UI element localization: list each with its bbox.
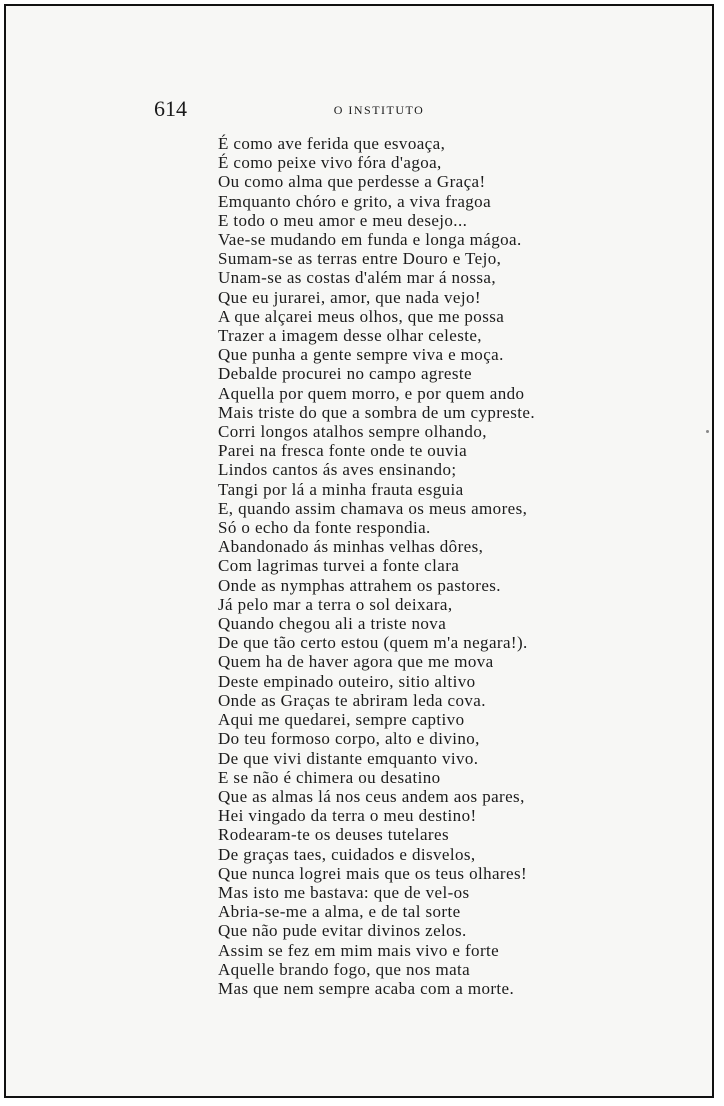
poem-line: Do teu formoso corpo, alto e divino, [218,729,480,749]
poem-line: Lindos cantos ás aves ensinando; [218,460,457,480]
poem-line: Que nunca logrei mais que os teus olhares! [218,863,528,883]
poem-line: Corri longos atalhos sempre olhando, [218,422,487,442]
poem-line: Que as almas lá nos ceus andem aos pares, [218,786,525,806]
poem-line: Unam-se as costas d'além mar á nossa, [218,268,496,288]
poem-line: Vae-se mudando em funda e longa mágoa. [218,230,522,250]
poem-line: Deste empinado outeiro, sitio altivo [218,671,476,691]
poem-line: Tangi por lá a minha frauta esguia [218,479,464,499]
poem-line: Rodearam-te os deuses tutelares [218,825,449,845]
poem-line: Já pelo mar a terra o sol deixara, [218,594,453,614]
poem-line: Onde as Graças te abriram leda cova. [218,690,486,710]
poem-line: É como peixe vivo fóra d'agoa, [218,153,442,173]
poem-line: Mais triste do que a sombra de um cypreste. [218,402,535,422]
poem-line: Quem ha de haver agora que me mova [218,652,494,672]
poem-line: Que punha a gente sempre viva e moça. [218,345,504,365]
running-head: O INSTITUTO [333,103,425,117]
poem-line: Hei vingado da terra o meu destino! [218,806,477,826]
poem-line: Com lagrimas turvei a fonte clara [218,556,460,576]
poem-line: Que não pude evitar divinos zelos. [218,921,467,941]
poem-line: E todo o meu amor e meu desejo... [218,210,468,230]
poem-line: Debalde procurei no campo agreste [218,364,472,384]
poem-line: Parei na fresca fonte onde te ouvia [218,441,468,461]
poem-line: Abria-se-me a alma, e de tal sorte [218,902,461,922]
poem-line: Trazer a imagem desse olhar celeste, [218,326,482,346]
poem-line: E se não é chimera ou desatino [218,767,441,787]
poem-line: De que tão certo estou (quem m'a negara!). [218,633,528,653]
poem-line: Aqui me quedarei, sempre captivo [218,710,465,730]
poem-line: Só o echo da fonte respondia. [218,518,431,538]
poem-line: Que eu jurarei, amor, que nada vejo! [218,287,481,307]
poem-line: De que vivi distante emquanto vivo. [218,748,479,768]
poem-line: Quando chegou ali a triste nova [218,614,447,634]
poem-line: Aquelle brando fogo, que nos mata [218,959,471,979]
poem-line: Mas que nem sempre acaba com a morte. [218,978,515,998]
poem-line: Mas isto me bastava: que de vel-os [218,882,470,902]
poem-line: A que alçarei meus olhos, que me possa [218,306,505,326]
poem-line: Emquanto chóro e grito, a viva fragoa [218,191,492,211]
poem-line: Aquella por quem morro, e por quem ando [218,383,525,403]
paper-speck [706,430,709,433]
poem-line: Sumam-se as terras entre Douro e Tejo, [218,249,502,269]
book-page [4,4,714,1098]
poem-text [218,134,535,998]
poem-line: É como ave ferida que esvoaça, [218,134,446,153]
page-number: 614 [154,96,187,121]
poem-line: E, quando assim chamava os meus amores, [218,498,528,518]
page-header [6,96,712,120]
poem-line: De graças taes, cuidados e disvelos, [218,844,476,864]
poem-line: Abandonado ás minhas velhas dôres, [218,537,484,557]
poem-line: Assim se fez em mim mais vivo e forte [218,940,500,960]
poem-line: Ou como alma que perdesse a Graça! [218,172,486,192]
poem-line: Onde as nymphas attrahem os pastores. [218,575,501,595]
